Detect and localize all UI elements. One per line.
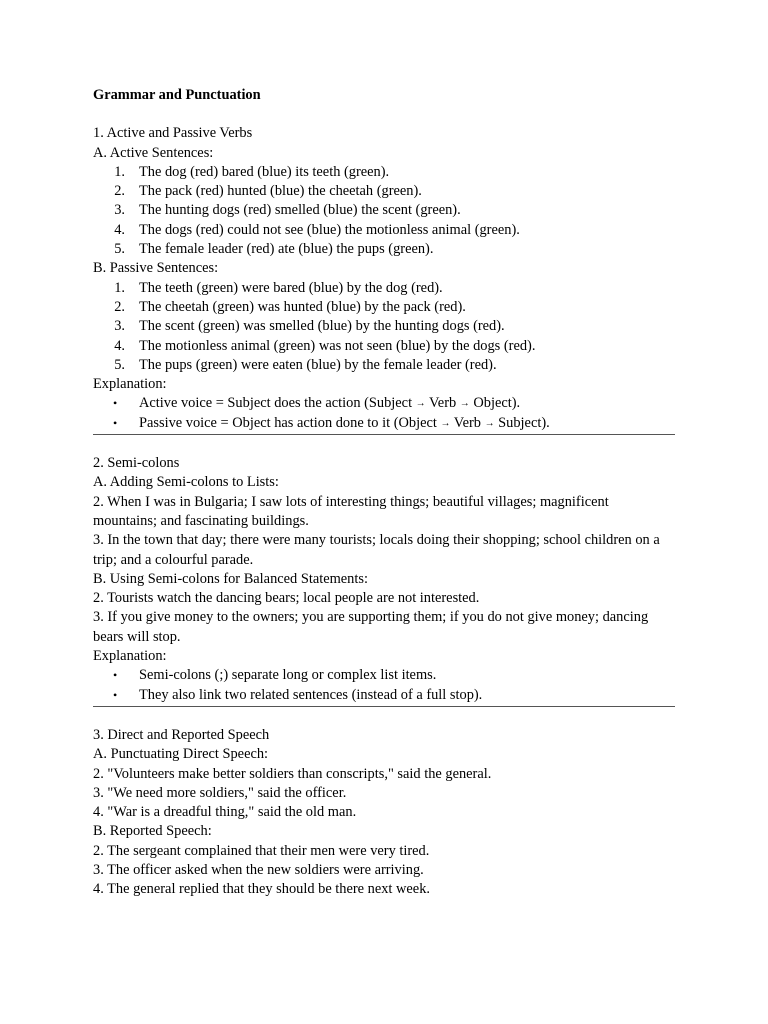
- section-heading: 2. Semi-colons: [93, 455, 180, 472]
- paragraph: 3. In the town that day; there were many tourists; locals doing their shopping; school children on a trip; and a colourful parade.: [93, 532, 660, 568]
- bullet-text: Active voice = Subject does the action (Subject: [139, 395, 416, 412]
- list-item-text: The pack (red) hunted (blue) the cheetah (green).: [139, 183, 422, 200]
- active-sentences-list: [93, 163, 675, 259]
- blank-line: [93, 707, 675, 726]
- list-number: 3.: [114, 202, 125, 219]
- list-item: [93, 201, 675, 220]
- list-item: [93, 240, 675, 259]
- paragraph: 2. "Volunteers make better soldiers than conscripts," said the general.: [93, 765, 492, 782]
- list-item-text: The dog (red) bared (blue) its teeth (green).: [139, 163, 390, 180]
- passive-sentences-list: [93, 279, 675, 375]
- bullet-icon: •: [113, 668, 118, 683]
- explanation-label: Explanation:: [93, 376, 167, 393]
- paragraph: 2. The sergeant complained that their men were very tired.: [93, 842, 430, 859]
- list-number: 4.: [114, 337, 125, 354]
- bullet-text: Subject).: [494, 414, 550, 431]
- list-item-text: The pups (green) were eaten (blue) by the female leader (red).: [139, 356, 497, 373]
- right-arrow-icon: →: [484, 417, 495, 429]
- right-arrow-icon: →: [415, 398, 426, 410]
- bullet-item: [93, 414, 675, 433]
- section-heading: 1. Active and Passive Verbs: [93, 125, 253, 142]
- list-item: [93, 298, 675, 317]
- paragraph: 3. If you give money to the owners; you are supporting them; if you do not give money; dancing bears will stop.: [93, 609, 649, 645]
- paragraph: 3. The officer asked when the new soldiers were arriving.: [93, 861, 424, 878]
- right-arrow-icon: →: [440, 417, 451, 429]
- list-item-text: The cheetah (green) was hunted (blue) by the pack (red).: [139, 298, 466, 315]
- bullet-text: Passive voice = Object has action done to it (Object: [139, 414, 441, 431]
- subheading-lists: A. Adding Semi-colons to Lists:: [93, 474, 279, 491]
- bullet-text: Verb: [450, 414, 485, 431]
- list-item-text: The teeth (green) were bared (blue) by the dog (red).: [139, 279, 443, 296]
- paragraph: 4. "War is a dreadful thing," said the old man.: [93, 804, 357, 821]
- subheading-reported: B. Reported Speech:: [93, 823, 212, 840]
- document-page: [93, 86, 675, 900]
- list-item-text: The dogs (red) could not see (blue) the motionless animal (green).: [139, 221, 520, 238]
- list-number: 2.: [114, 298, 125, 315]
- list-number: 2.: [114, 183, 125, 200]
- list-item: [93, 317, 675, 336]
- list-item-text: The female leader (red) ate (blue) the pups (green).: [139, 241, 434, 258]
- list-item: [93, 337, 675, 356]
- paragraph: 3. "We need more soldiers," said the officer.: [93, 784, 347, 801]
- list-item-text: The scent (green) was smelled (blue) by the hunting dogs (red).: [139, 318, 505, 335]
- list-item: [93, 279, 675, 298]
- bullet-text: Verb: [425, 395, 460, 412]
- section-heading: 3. Direct and Reported Speech: [93, 726, 270, 743]
- bullet-text: Semi-colons (;) separate long or complex list items.: [139, 667, 437, 684]
- section-speech: [93, 726, 675, 900]
- section-active-passive: [93, 124, 675, 435]
- bullet-icon: •: [113, 415, 118, 430]
- document-title: Grammar and Punctuation: [93, 87, 261, 103]
- paragraph: 2. Tourists watch the dancing bears; local people are not interested.: [93, 590, 480, 607]
- subheading-active: A. Active Sentences:: [93, 144, 214, 161]
- list-item: [93, 221, 675, 240]
- explanation-bullets: [93, 666, 675, 705]
- explanation-label: Explanation:: [93, 648, 167, 665]
- list-number: 3.: [114, 318, 125, 335]
- paragraph: 4. The general replied that they should be there next week.: [93, 881, 430, 898]
- bullet-icon: •: [113, 396, 118, 411]
- list-item: [93, 356, 675, 375]
- list-number: 1.: [114, 163, 125, 180]
- bullet-text: They also link two related sentences (instead of a full stop).: [139, 686, 483, 703]
- bullet-icon: •: [113, 687, 118, 702]
- bullet-item: [93, 686, 675, 705]
- subheading-passive: B. Passive Sentences:: [93, 260, 219, 277]
- list-item-text: The motionless animal (green) was not seen (blue) by the dogs (red).: [139, 337, 536, 354]
- right-arrow-icon: →: [459, 398, 470, 410]
- paragraph: 2. When I was in Bulgaria; I saw lots of interesting things; beautiful villages; magnificent mountains; and fascinating buildings.: [93, 493, 609, 529]
- section-semicolons: [93, 454, 675, 707]
- list-number: 5.: [114, 356, 125, 373]
- list-item-text: The hunting dogs (red) smelled (blue) the scent (green).: [139, 202, 461, 219]
- bullet-item: [93, 394, 675, 413]
- blank-line: [93, 435, 675, 454]
- list-item: [93, 182, 675, 201]
- list-number: 1.: [114, 279, 125, 296]
- bullet-item: [93, 666, 675, 685]
- bullet-text: Object).: [469, 395, 521, 412]
- list-number: 4.: [114, 221, 125, 238]
- list-number: 5.: [114, 241, 125, 258]
- subheading-balanced: B. Using Semi-colons for Balanced Statements:: [93, 570, 368, 587]
- explanation-bullets: [93, 394, 675, 433]
- subheading-direct: A. Punctuating Direct Speech:: [93, 746, 269, 763]
- list-item: [93, 163, 675, 182]
